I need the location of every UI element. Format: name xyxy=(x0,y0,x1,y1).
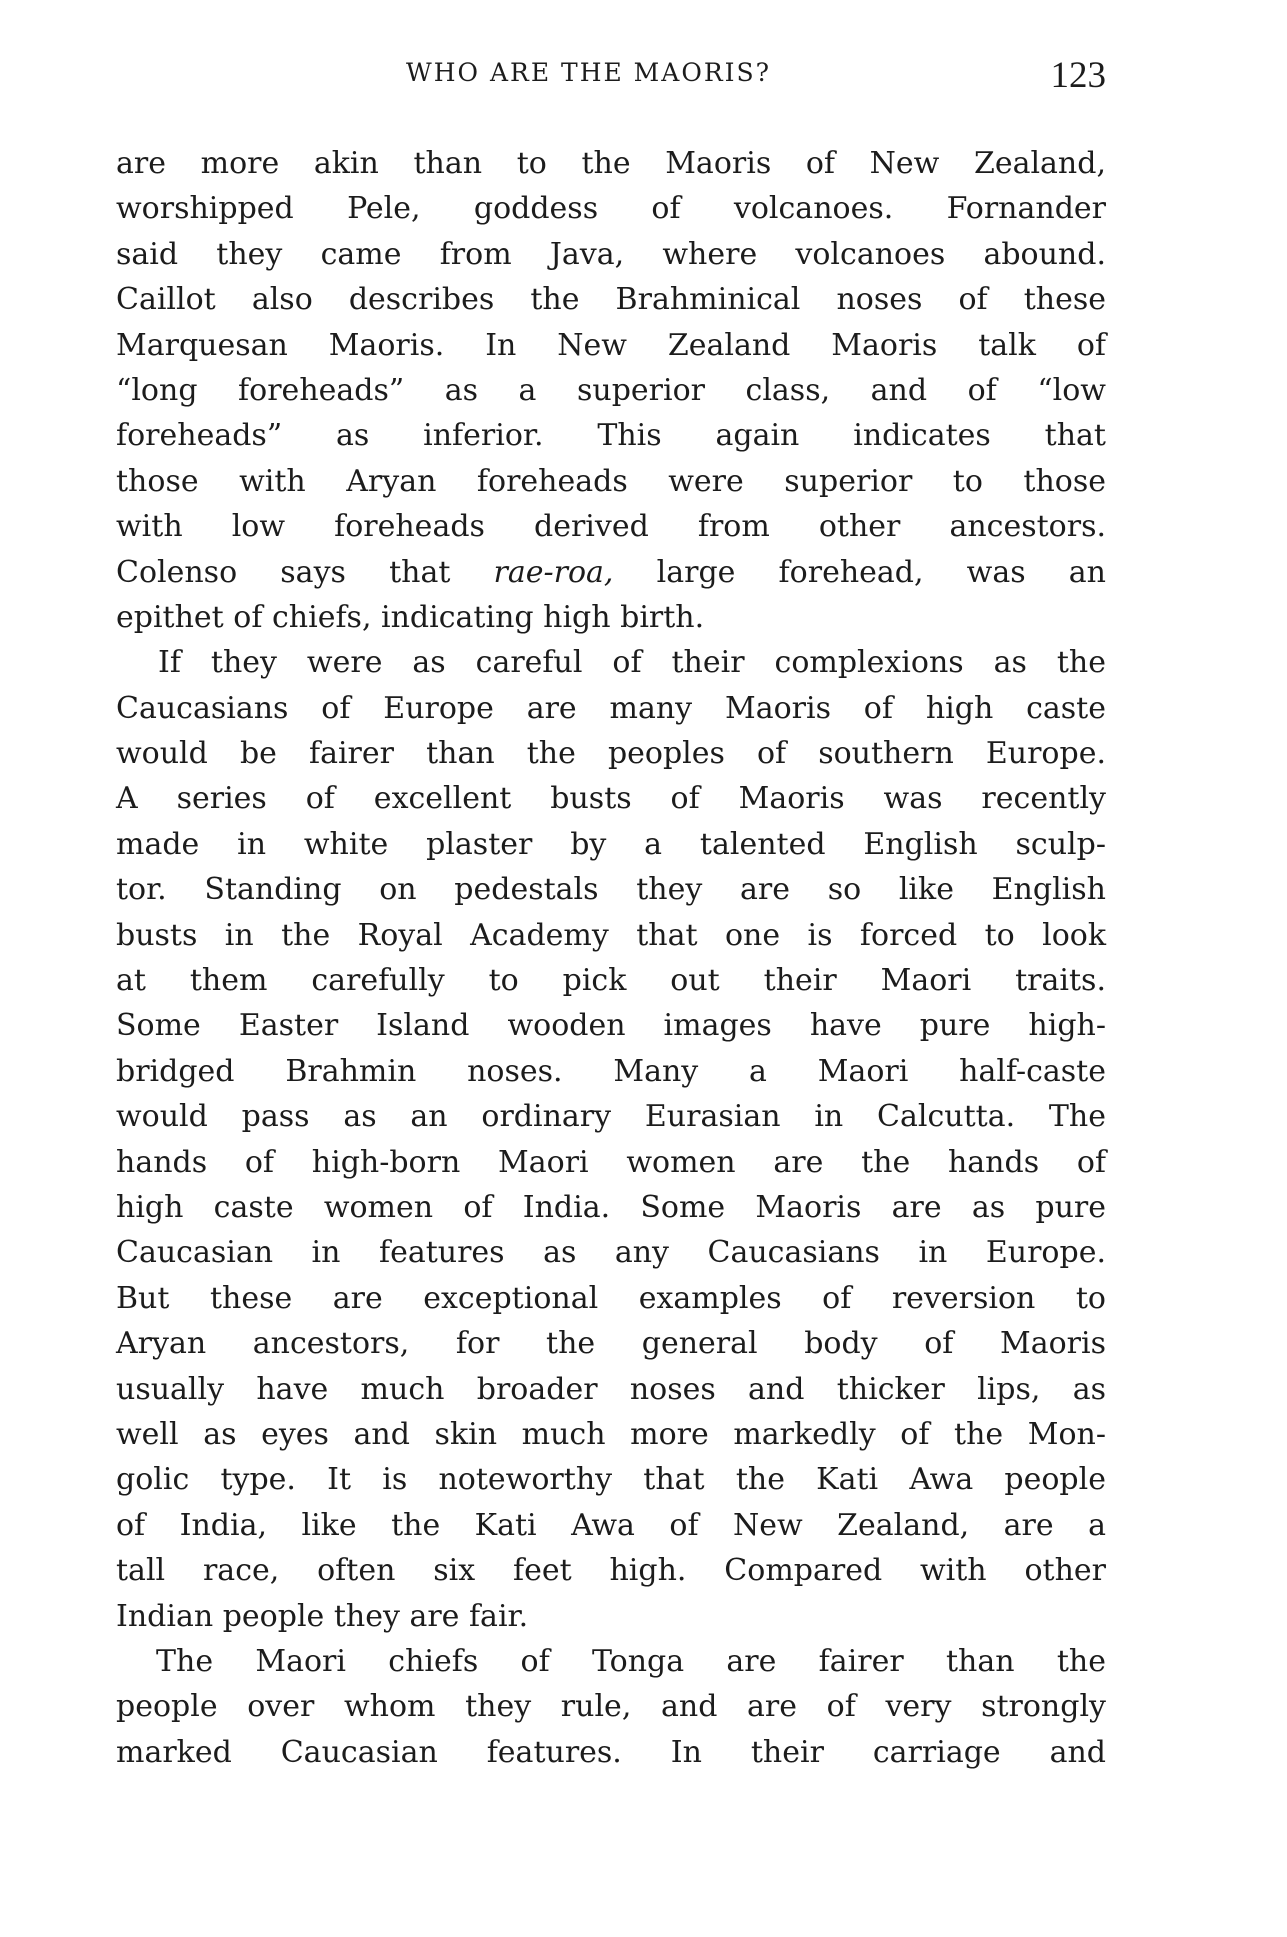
body-text xyxy=(116,141,1106,1775)
text-line: high caste women of India. Some Maoris are as pure xyxy=(116,1189,1106,1225)
text-line: busts in the Royal Academy that one is forced to look xyxy=(116,917,1106,953)
paragraph-3 xyxy=(116,1639,1106,1775)
text-line: Caucasian in features as any Caucasians in Europe. xyxy=(116,1235,1106,1271)
text-line: But these are exceptional examples of reversion to xyxy=(116,1280,1106,1316)
running-head xyxy=(116,55,1106,108)
text-line: worshipped Pele, goddess of volcanoes. Fornander xyxy=(116,191,1106,227)
text-line: Aryan ancestors, for the general body of Maoris xyxy=(116,1326,1106,1362)
text-line: hands of high-born Maori women are the hands of xyxy=(116,1144,1106,1180)
text-line: Caillot also describes the Brahminical noses of these xyxy=(116,282,1106,318)
text-line: said they came from Java, where volcanoes abound. xyxy=(116,236,1106,272)
text-line: foreheads” as inferior. This again indicates that xyxy=(116,418,1106,454)
paragraph-2 xyxy=(116,640,1106,1639)
text-line: usually have much broader noses and thicker lips, as xyxy=(116,1371,1106,1407)
text-line: Marquesan Maoris. In New Zealand Maoris talk of xyxy=(116,327,1106,363)
page-number: 123 xyxy=(1050,55,1106,96)
text-run: Colenso says that xyxy=(116,554,494,590)
text-line: would pass as an ordinary Eurasian in Calcutta. The xyxy=(116,1099,1106,1135)
text-line: with low foreheads derived from other ancestors. xyxy=(116,509,1106,545)
text-line: made in white plaster by a talented English sculp- xyxy=(116,826,1106,862)
text-line: at them carefully to pick out their Maori traits. xyxy=(116,963,1106,999)
text-line: Caucasians of Europe are many Maoris of high caste xyxy=(116,690,1106,726)
text-line: A series of excellent busts of Maoris was recently xyxy=(116,781,1106,817)
text-line: well as eyes and skin much more markedly of the Mon- xyxy=(116,1416,1106,1452)
text-line: “long foreheads” as a superior class, and of “low xyxy=(116,372,1106,408)
text-line: bridged Brahmin noses. Many a Maori half-caste xyxy=(116,1053,1106,1089)
text-run: large forehead, was an xyxy=(613,554,1106,590)
text-line: tor. Standing on pedestals they are so like English xyxy=(116,872,1106,908)
text-line: Some Easter Island wooden images have pure high- xyxy=(116,1008,1106,1044)
text-line-mixed xyxy=(116,550,1106,595)
italic-term: rae-roa, xyxy=(493,554,614,590)
text-line: Indian people they are fair. xyxy=(116,1598,529,1634)
text-line: golic type. It is noteworthy that the Kati Awa people xyxy=(116,1462,1106,1498)
text-line: epithet of chiefs, indicating high birth. xyxy=(116,599,705,635)
text-line: people over whom they rule, and are of very strongly xyxy=(116,1689,1106,1725)
text-line: The Maori chiefs of Tonga are fairer than the xyxy=(156,1643,1106,1679)
text-line: marked Caucasian features. In their carriage and xyxy=(116,1734,1106,1770)
text-line: of India, like the Kati Awa of New Zealand, are a xyxy=(116,1507,1106,1543)
text-line: those with Aryan foreheads were superior to those xyxy=(116,463,1106,499)
text-line: If they were as careful of their complexions as the xyxy=(158,645,1106,681)
text-line: would be fairer than the peoples of southern Europe. xyxy=(116,736,1106,772)
text-line: are more akin than to the Maoris of New Zealand, xyxy=(116,146,1106,181)
paragraph-1 xyxy=(116,141,1106,640)
text-line: tall race, often six feet high. Compared with other xyxy=(116,1553,1106,1589)
running-title: WHO ARE THE MAORIS? xyxy=(406,58,772,87)
